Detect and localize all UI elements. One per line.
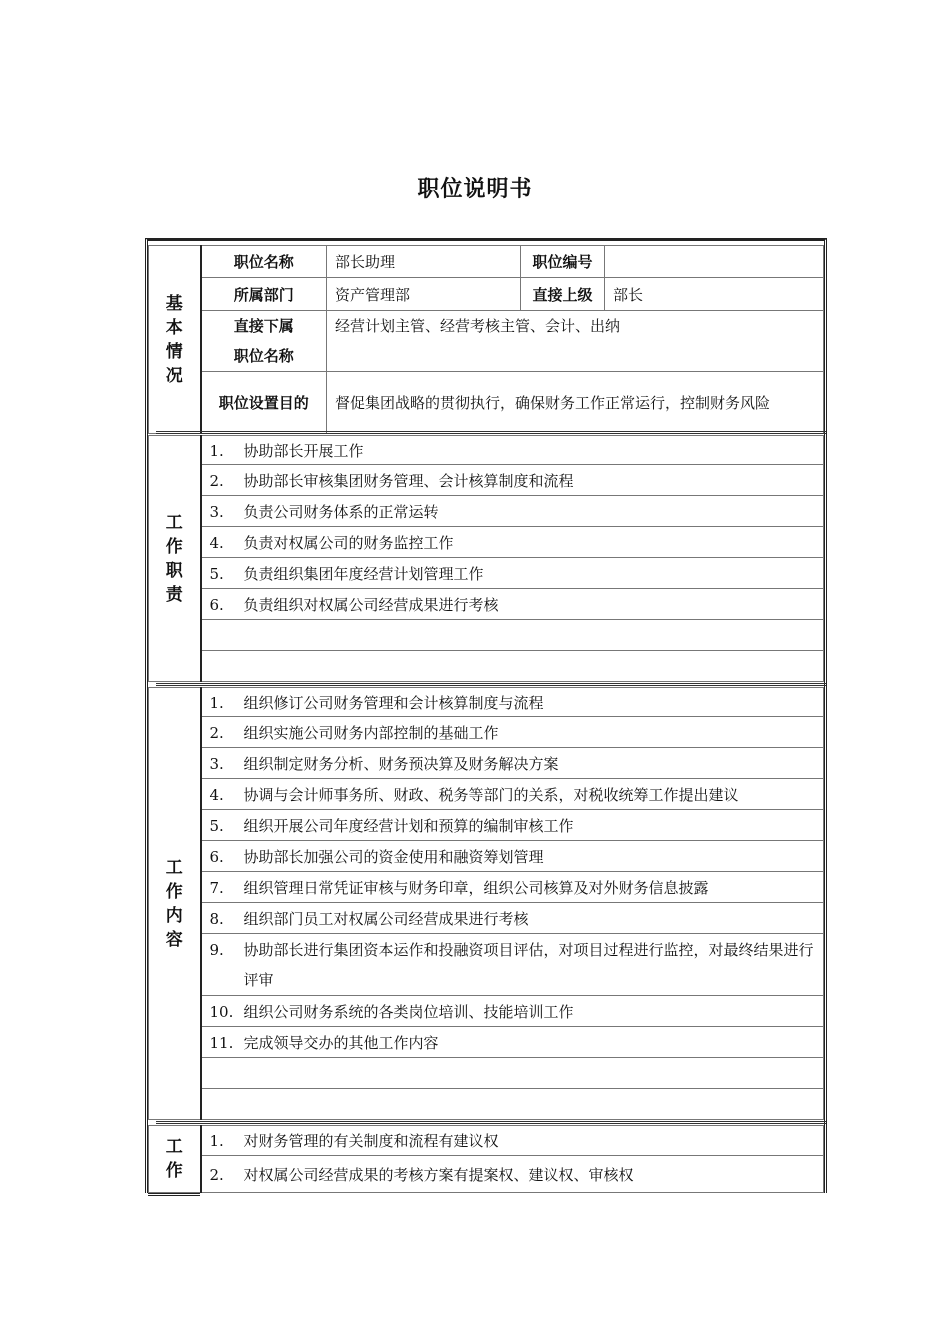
authority-num: 2. (209, 1165, 224, 1184)
content-num: 7. (209, 878, 224, 897)
job-description-form (145, 238, 827, 1193)
subordinates-label (201, 311, 327, 372)
section-divider (156, 1121, 826, 1124)
subordinates-label-line2: 职位名称 (233, 347, 294, 365)
purpose-value: 督促集团战略的贯彻执行，确保财务工作正常运行，控制财务风险 (327, 372, 824, 434)
authority-item-2 (201, 1156, 824, 1193)
content-text: 组织实施公司财务内部控制的基础工作 (243, 723, 499, 742)
authority-section (148, 1125, 824, 1193)
basic-info-side-text: 基本情况 (165, 293, 183, 386)
content-text: 组织开展公司年度经营计划和预算的编制审核工作 (243, 816, 574, 835)
content-num: 10. (209, 1002, 234, 1021)
duty-text: 负责组织集团年度经营计划管理工作 (243, 564, 484, 583)
department-value: 资产管理部 (327, 278, 521, 311)
position-code-label: 职位编号 (521, 246, 605, 278)
duty-text: 协助部长开展工作 (243, 441, 364, 460)
duty-item-5 (201, 558, 824, 589)
content-item-1 (201, 688, 824, 717)
content-num: 3. (209, 754, 224, 773)
content-num: 9. (209, 940, 224, 959)
superior-label: 直接上级 (521, 278, 605, 311)
subordinates-label-line1: 直接下属 (233, 317, 294, 335)
position-code-value (605, 246, 824, 278)
duty-item-6 (201, 589, 824, 620)
content-item-3 (201, 748, 824, 779)
content-num: 1. (209, 693, 224, 712)
content-empty-row (201, 1058, 824, 1089)
content-text: 协助部长进行集团资本运作和投融资项目评估，对项目过程进行监控，对最终结果进行评审 (243, 940, 814, 989)
duty-text: 负责对权属公司的财务监控工作 (243, 533, 454, 552)
content-empty-row (201, 1089, 824, 1120)
duty-text: 协助部长审核集团财务管理、会计核算制度和流程 (243, 471, 574, 490)
duty-empty-row (201, 651, 824, 682)
content-num: 11. (209, 1033, 234, 1052)
authority-item-1 (201, 1126, 824, 1156)
authority-num: 1. (209, 1132, 224, 1150)
authority-side-label (149, 1126, 201, 1193)
content-num: 2. (209, 723, 224, 742)
duty-num: 2. (209, 471, 224, 490)
content-item-6 (201, 841, 824, 872)
duty-empty-row (201, 620, 824, 651)
duty-item-3 (201, 496, 824, 527)
content-text: 组织管理日常凭证审核与财务印章，组织公司核算及对外财务信息披露 (243, 878, 709, 897)
content-text: 组织部门员工对权属公司经营成果进行考核 (243, 909, 529, 928)
form-bottom-edge (148, 1193, 200, 1196)
duty-text: 负责组织对权属公司经营成果进行考核 (243, 595, 499, 614)
authority-text: 对权属公司经营成果的考核方案有提案权、建议权、审核权 (243, 1165, 634, 1184)
duty-item-1 (201, 436, 824, 465)
section-divider (156, 683, 826, 686)
page-title: 职位说明书 (417, 177, 533, 202)
content-num: 8. (209, 909, 224, 928)
duty-item-4 (201, 527, 824, 558)
duties-side-text: 工作职责 (165, 512, 183, 605)
content-text: 组织修订公司财务管理和会计核算制度与流程 (243, 693, 544, 712)
work-content-section (148, 687, 824, 1120)
authority-side-text: 工作 (165, 1137, 183, 1181)
duty-item-2 (201, 465, 824, 496)
content-text: 完成领导交办的其他工作内容 (243, 1033, 439, 1052)
section-divider (156, 431, 826, 434)
position-name-label: 职位名称 (201, 246, 327, 278)
content-item-11 (201, 1027, 824, 1058)
basic-info-section (148, 245, 824, 434)
duty-num: 6. (209, 595, 224, 614)
content-text: 协助部长加强公司的资金使用和融资筹划管理 (243, 847, 544, 866)
content-item-2 (201, 717, 824, 748)
work-content-side-label (149, 688, 201, 1120)
content-num: 4. (209, 785, 224, 804)
content-item-10 (201, 996, 824, 1027)
duty-num: 1. (209, 441, 224, 460)
superior-value: 部长 (605, 278, 824, 311)
duty-text: 负责公司财务体系的正常运转 (243, 502, 439, 521)
subordinates-value: 经营计划主管、经营考核主管、会计、出纳 (327, 311, 824, 372)
content-num: 6. (209, 847, 224, 866)
duties-section (148, 435, 824, 682)
content-item-7 (201, 872, 824, 903)
duty-num: 4. (209, 533, 224, 552)
department-label: 所属部门 (201, 278, 327, 311)
work-content-side-text: 工作内容 (165, 857, 183, 950)
authority-text: 对财务管理的有关制度和流程有建议权 (243, 1132, 499, 1150)
duties-side-label (149, 436, 201, 682)
content-item-8 (201, 903, 824, 934)
purpose-label: 职位设置目的 (201, 372, 327, 434)
basic-info-side-label (149, 246, 201, 434)
duty-num: 3. (209, 502, 224, 521)
content-text: 组织公司财务系统的各类岗位培训、技能培训工作 (243, 1002, 574, 1021)
content-item-5 (201, 810, 824, 841)
content-item-9 (201, 934, 824, 996)
content-item-4 (201, 779, 824, 810)
content-num: 5. (209, 816, 224, 835)
content-text: 组织制定财务分析、财务预决算及财务解决方案 (243, 754, 559, 773)
content-text: 协调与会计师事务所、财政、税务等部门的关系，对税收统筹工作提出建议 (243, 785, 739, 804)
duty-num: 5. (209, 564, 224, 583)
position-name-value: 部长助理 (327, 246, 521, 278)
